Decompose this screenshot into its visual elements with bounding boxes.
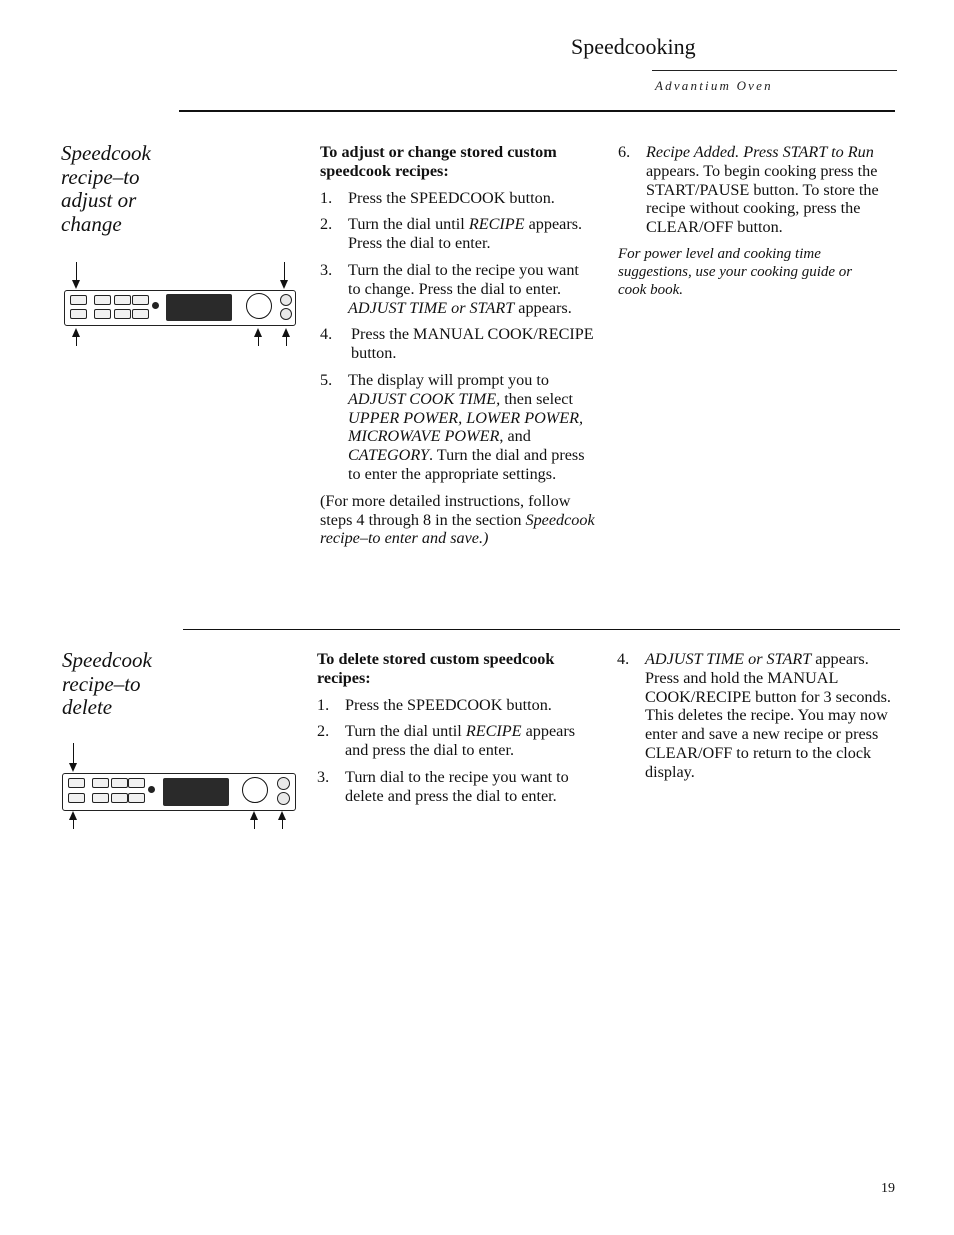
cooking-guide-note: For power level and cooking time suggestions, use your cooking guide or cook book. xyxy=(618,245,853,298)
header-subline-divider xyxy=(652,70,897,71)
list-item: 1. Press the SPEEDCOOK button. xyxy=(317,695,552,714)
clear-off-button xyxy=(280,308,292,320)
section-divider xyxy=(183,629,900,630)
manual-cook-recipe-button xyxy=(68,793,85,803)
section-title-line: Speedcook xyxy=(62,648,152,672)
clear-off-button xyxy=(277,792,290,805)
display-screen xyxy=(166,294,232,321)
top-divider xyxy=(179,110,895,112)
section-title-line: adjust or xyxy=(61,188,137,212)
list-item: 3. Turn the dial to the recipe you want to change. Press the dial to enter. ADJUST TIME or START appears. xyxy=(320,260,579,317)
delete-heading: To delete stored custom speedcook recipes: xyxy=(317,650,555,687)
section-title-line: Speedcook xyxy=(61,141,151,165)
start-pause-button xyxy=(277,777,290,790)
section-title-line: recipe–to xyxy=(61,164,140,189)
delete-instructions xyxy=(317,650,593,814)
list-item: 5. The display will prompt you to ADJUST COOK TIME, then select UPPER POWER, LOWER POWER, MICROWAVE POWER, and CATEGORY. Turn the dial and press to enter the appropriate settings. xyxy=(320,370,585,483)
list-item: 1. Press the SPEEDCOOK button. xyxy=(320,188,555,207)
page-number: 19 xyxy=(881,1181,895,1196)
more-instructions: (For more detailed instructions, follow steps 4 through 8 in the section Speedcook recipe–to enter and save.) xyxy=(320,491,595,548)
dial-icon xyxy=(246,293,272,319)
section-title-delete xyxy=(62,649,152,720)
display-screen xyxy=(163,778,229,806)
speedcook-button xyxy=(70,295,87,305)
delete-instructions-continued xyxy=(617,650,898,790)
control-panel-diagram-delete xyxy=(62,743,302,829)
dial-icon xyxy=(242,777,268,803)
manual-cook-recipe-button xyxy=(70,309,87,319)
section-title-adjust xyxy=(61,142,151,236)
list-item: 2. Turn the dial until RECIPE appears. Press the dial to enter. xyxy=(320,215,583,253)
adjust-instructions xyxy=(320,143,595,548)
section-title-line: change xyxy=(61,211,122,236)
speedcook-button xyxy=(68,778,85,788)
page-subtitle: Advantium Oven xyxy=(655,78,773,93)
list-item: 4. Press the MANUAL COOK/RECIPE button. xyxy=(320,325,594,363)
list-item: 2. Turn the dial until RECIPE appears and press the dial to enter. xyxy=(317,722,576,760)
list-item: 6. Recipe Added. Press START to Run appears. To begin cooking press the START/PAUSE button. To store the recipe without cooking, press the CLEAR/OFF button. xyxy=(618,143,879,237)
section-title-line: recipe–to xyxy=(62,671,141,696)
list-item: 3. Turn dial to the recipe you want to delete and press the dial to enter. xyxy=(317,767,569,805)
adjust-instructions-continued xyxy=(618,143,896,299)
page-title: Speedcooking xyxy=(571,34,696,59)
section-title-line: delete xyxy=(62,695,113,719)
control-panel-diagram-adjust xyxy=(60,262,300,346)
adjust-heading: To adjust or change stored custom speedcook recipes: xyxy=(320,143,557,180)
start-pause-button xyxy=(280,294,292,306)
list-item: 4. ADJUST TIME or START appears. Press and hold the MANUAL COOK/RECIPE button for 3 seconds. This deletes the recipe. You may now enter and save a new recipe or press CLEAR/OFF to return to the clock display. xyxy=(617,650,891,781)
